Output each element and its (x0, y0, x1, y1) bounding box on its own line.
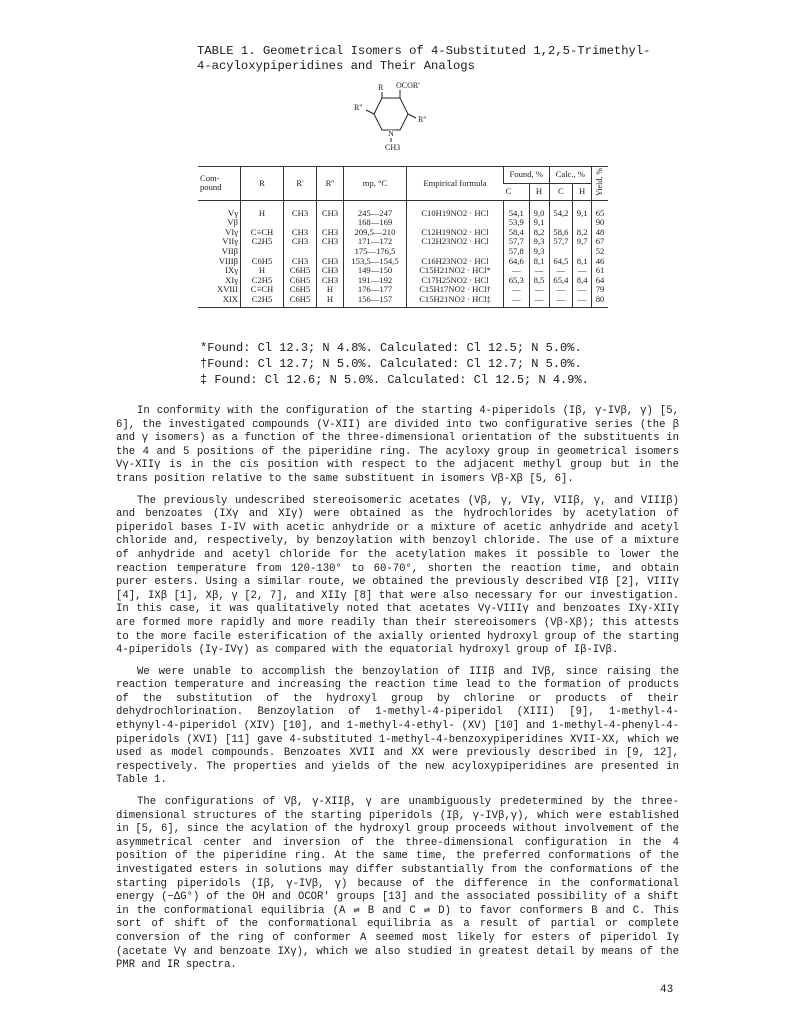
table-cell-fc: — (504, 285, 530, 295)
table-cell-fh: 8,1 (529, 257, 549, 267)
caption-line-2: 4-acyloxypiperidines and Their Analogs (197, 59, 475, 73)
table-cell-formula: C12H23NO2 · HCl (407, 237, 504, 256)
table-cell-r1: CH3 (284, 257, 317, 267)
table-cell-formula: C15H21NO2 · HCl‡ (407, 295, 504, 307)
footnote: ‡ Found: Cl 12.6; N 5.0%. Calculated: Cl 12.5; N 4.9%. (200, 373, 589, 387)
table-cell-y: 61 (592, 266, 609, 276)
table-cell-fc: 58,4 (504, 228, 530, 238)
table-cell-formula: C15H21NO2 · HCl* (407, 266, 504, 276)
table-cell-fc: 65,3 (504, 276, 530, 286)
table-cell-ch: 9,1 (573, 209, 592, 228)
table-cell-fc: — (504, 266, 530, 276)
structure-r2-label: R'' (354, 103, 363, 112)
header-calc: Calc., % (549, 167, 591, 184)
table-cell-r: H (241, 209, 284, 228)
table-cell-y: 80 (592, 295, 609, 307)
table-cell-ch: 8,4 (573, 276, 592, 286)
table-cell-r1: C6H5 (284, 266, 317, 276)
table-cell-mp: 176—177 (344, 285, 407, 295)
table-cell-cmp: XIγ (225, 274, 238, 285)
table-cell-r1: CH3 (284, 209, 317, 228)
structure-r3-label: R'' (418, 115, 427, 124)
table-row (198, 237, 608, 256)
table-row (198, 295, 608, 307)
table-cell-cc: — (549, 285, 573, 295)
page-number: 43 (660, 984, 674, 996)
header-found: Found, % (504, 167, 550, 184)
table-cell-r2: CH3 (317, 276, 344, 286)
table-cell-cc: 57,7 (549, 237, 573, 256)
header-calc-h: H (573, 183, 592, 200)
table-cell-r: H (241, 266, 284, 276)
table-cell-y: 79 (592, 285, 609, 295)
table-cell-fh: — (529, 285, 549, 295)
table-cell-y: 46 (592, 257, 609, 267)
table-cell-y: 64 (592, 276, 609, 286)
table-cell-r2: H (317, 285, 344, 295)
table-cell-fc: 54,1 53,9 (504, 209, 530, 228)
table-cell-fh: 8,5 (529, 276, 549, 286)
table-cell-mp: 156—157 (344, 295, 407, 307)
header-found-h: H (529, 183, 549, 200)
structure-ch3-label: CH3 (385, 143, 401, 152)
table-cell-fc: 57,7 57,8 (504, 237, 530, 256)
header-calc-c: C (549, 183, 573, 200)
table-cell-cmp: Vγ Vβ (227, 207, 238, 228)
table-cell-y: 65 90 (592, 209, 609, 228)
table-cell-ch: — (573, 266, 592, 276)
table-cell-cmp: XVIII (217, 284, 238, 295)
table-cell-r2: CH3 (317, 257, 344, 267)
body-text (116, 405, 679, 981)
header-mp: mp, °C (344, 167, 407, 201)
table-cell-r: C≡CH (241, 228, 284, 238)
table-cell-r1: CH3 (284, 228, 317, 238)
structure-n-label: N (388, 129, 394, 138)
table-cell-r2: CH3 (317, 237, 344, 256)
table-cell-r1: C6H5 (284, 295, 317, 307)
table-cell-cmp: VIγ (225, 226, 238, 237)
table-cell-cmp: VIIIβ (218, 255, 238, 266)
footnote: *Found: Cl 12.3; N 4.8%. Calculated: Cl 12.5; N 5.0%. (200, 341, 582, 355)
header-yield (592, 167, 609, 201)
table-cell-mp: 149—150 (344, 266, 407, 276)
table-cell-mp: 171—172 175—176,5 (344, 237, 407, 256)
table-cell-r1: CH3 (284, 237, 317, 256)
table-cell-r1: C6H5 (284, 285, 317, 295)
table-cell-fh: — (529, 295, 549, 307)
header-compound: Com-pound (198, 167, 241, 201)
table-cell-cc: 64,5 (549, 257, 573, 267)
table-cell-cc: 54,2 (549, 209, 573, 228)
table-cell-cc: 65,4 (549, 276, 573, 286)
table-cell-mp: 209,5—210 (344, 228, 407, 238)
header-r1: R' (284, 167, 317, 201)
table-cell-y: 48 (592, 228, 609, 238)
paragraph: In conformity with the configuration of the starting 4-piperidols (Iβ, γ-IVβ, γ) [5, 6], the investigated compounds (V-XII) are divided into two configurative series (the β and γ isomers) as a function of the three-dimensional orientation of the substituents in the 4 and 5 positions of the piperidine ring. The acyloxy group in geometrical isomers Vγ-XIIγ is in the cis position with respect to the adjacent methyl group but in the trans position relative to the same substituent in isomers Vβ-Xβ [5, 6]. (116, 405, 679, 485)
header-formula: Empirical formula (407, 167, 504, 201)
paragraph: The previously undescribed stereoisomeric acetates (Vβ, γ, VIγ, VIIβ, γ, and VIIIβ) and benzoates (IXγ and XIγ) were obtained as the hydrochlorides by acetylation of piperidol bases I-IV with acetic anhydride or a mixture of acetic anhydride and acetyl chloride and, respectively, by benzoylation with benzoyl chloride. The use of a mixture of anhydride and acetyl chloride for the acetylation makes it possible to lower the reaction temperature from 120-130° to 60-70°, shorten the reaction time, and obtain purer esters. Using a similar route, we obtained the previously described VIβ [2], VIIIγ [4], IXβ [1], Xβ, γ [2, 7], and XIIγ [8] that were also necessary for our investigation. In this case, it was qualitatively noted that acetates Vγ-VIIIγ and benzoates IXγ-XIIγ are formed more rapidly and more readily than their stereoisomers (Vβ-Xβ); this attests to the more facile esterification of the axially oriented hydroxyl group of the starting 4-piperidols (Iγ-IVγ) as compared with the equatorial hydroxyl group of Iβ-IVβ. (116, 494, 679, 657)
table-cell-mp: 245—247 168—169 (344, 209, 407, 228)
table-cell-r: C≡CH (241, 285, 284, 295)
table-cell-fh: 8,2 (529, 228, 549, 238)
data-table (198, 166, 608, 308)
footnote: †Found: Cl 12.7; N 5.0%. Calculated: Cl 12.7; N 5.0%. (200, 357, 582, 371)
table-cell-mp: 153,5—154,5 (344, 257, 407, 267)
table-cell-r2: CH3 (317, 209, 344, 228)
table-cell-r: C2H5 (241, 276, 284, 286)
table-row (198, 209, 608, 228)
table-cell-r: C2H5 (241, 237, 284, 256)
table-cell-fc: — (504, 295, 530, 307)
table-cell-r2: CH3 (317, 228, 344, 238)
header-r: R (241, 167, 284, 201)
table-cell-r2: H (317, 295, 344, 307)
structure-diagram (340, 81, 440, 168)
table-cell-ch: 8,1 (573, 257, 592, 267)
table-cell-formula: C10H19NO2 · HCl (407, 209, 504, 228)
table-cell-cmp: XIX (198, 295, 241, 307)
table-cell-cmp: IXγ (225, 265, 238, 276)
table-cell-fh: — (529, 266, 549, 276)
table-cell-cc: 58,6 (549, 228, 573, 238)
table-cell-r: C6H5 (241, 257, 284, 267)
table-footnotes (200, 340, 589, 388)
table-cell-formula: C15H17NO2 · HCl† (407, 285, 504, 295)
table-cell-cmp: VIIγ VIIβ (221, 236, 238, 256)
table-cell-fc: 64,6 (504, 257, 530, 267)
table-cell-cc: — (549, 295, 573, 307)
table-cell-r2: CH3 (317, 266, 344, 276)
table-cell-fh: 9,0 9,1 (529, 209, 549, 228)
table-cell-formula: C12H19NO2 · HCl (407, 228, 504, 238)
paragraph: The configurations of Vβ, γ-XIIβ, γ are unambiguously predetermined by the three-dimensional structures of the starting piperidols (Iβ, γ-IVβ,γ), which were established in [5, 6], since the acylation of the hydroxyl group proceeds without involvement of the asymmetrical center and inversion of the three-dimensional configuration in the 4 position of the piperidine ring. At the same time, the preferred conformations of the investigated esters in solutions may differ substantially from the conformations of the starting piperidols (Iβ, γ-IVβ, γ) because of the difference in the conformational energy (−ΔG°) of the OH and OCOR' groups [13] and the associated possibility of a shift in the conformational equilibria (A ⇌ B and C ⇌ D) to favor conformers B and C. This sort of shift of the conformational equilibria as a result of partial or complete conversion of the ring of conformer A seemed most likely for esters of piperidol Iγ (acetate Vγ and benzoate IXγ), which we also studied in greatest detail by means of the PMR and IR spectra. (116, 796, 679, 972)
table-cell-cc: — (549, 266, 573, 276)
structure-ocor-label: OCOR' (396, 81, 420, 90)
structure-r-label: R (378, 83, 384, 92)
table-cell-ch: — (573, 285, 592, 295)
header-found-c: C (504, 183, 530, 200)
table-cell-r: C2H5 (241, 295, 284, 307)
table-cell-formula: C17H25NO2 · HCl (407, 276, 504, 286)
table-cell-fh: 9,3 9,3 (529, 237, 549, 256)
table-cell-mp: 191—192 (344, 276, 407, 286)
table-cell-ch: — (573, 295, 592, 307)
table-cell-r1: C6H5 (284, 276, 317, 286)
table-caption (197, 44, 651, 74)
paragraph: We were unable to accomplish the benzoylation of IIIβ and IVβ, since raising the reaction temperature and increasing the reaction time lead to the formation of products of the substitution of the hydroxyl group by chlorine or products of their dehydrochlorination. Benzoylation of 1-methyl-4-piperidol (XIII) [9], 1-methyl-4-ethynyl-4-piperidol (XIV) [10], and 1-methyl-4-ethyl- (XV) [10] and 1-methyl-4-phenyl-4-piperidols (XVI) [11] gave 4-substituted 1-methyl-4-benzoxypiperidines XVII-XX, which we used as model compounds. Benzoates XVII and XX were previously described in [9, 12], respectively. The properties and yields of the new acyloxypiperidines are presented in Table 1. (116, 665, 679, 787)
header-yield-text: Yield, % (595, 168, 605, 196)
table-cell-ch: 9,7 (573, 237, 592, 256)
table-cell-formula: C16H23NO2 · HCl (407, 257, 504, 267)
table-cell-y: 67 52 (592, 237, 609, 256)
table-cell-ch: 8,2 (573, 228, 592, 238)
header-r2: R'' (317, 167, 344, 201)
caption-line-1: TABLE 1. Geometrical Isomers of 4-Substituted 1,2,5-Trimethyl- (197, 44, 651, 58)
